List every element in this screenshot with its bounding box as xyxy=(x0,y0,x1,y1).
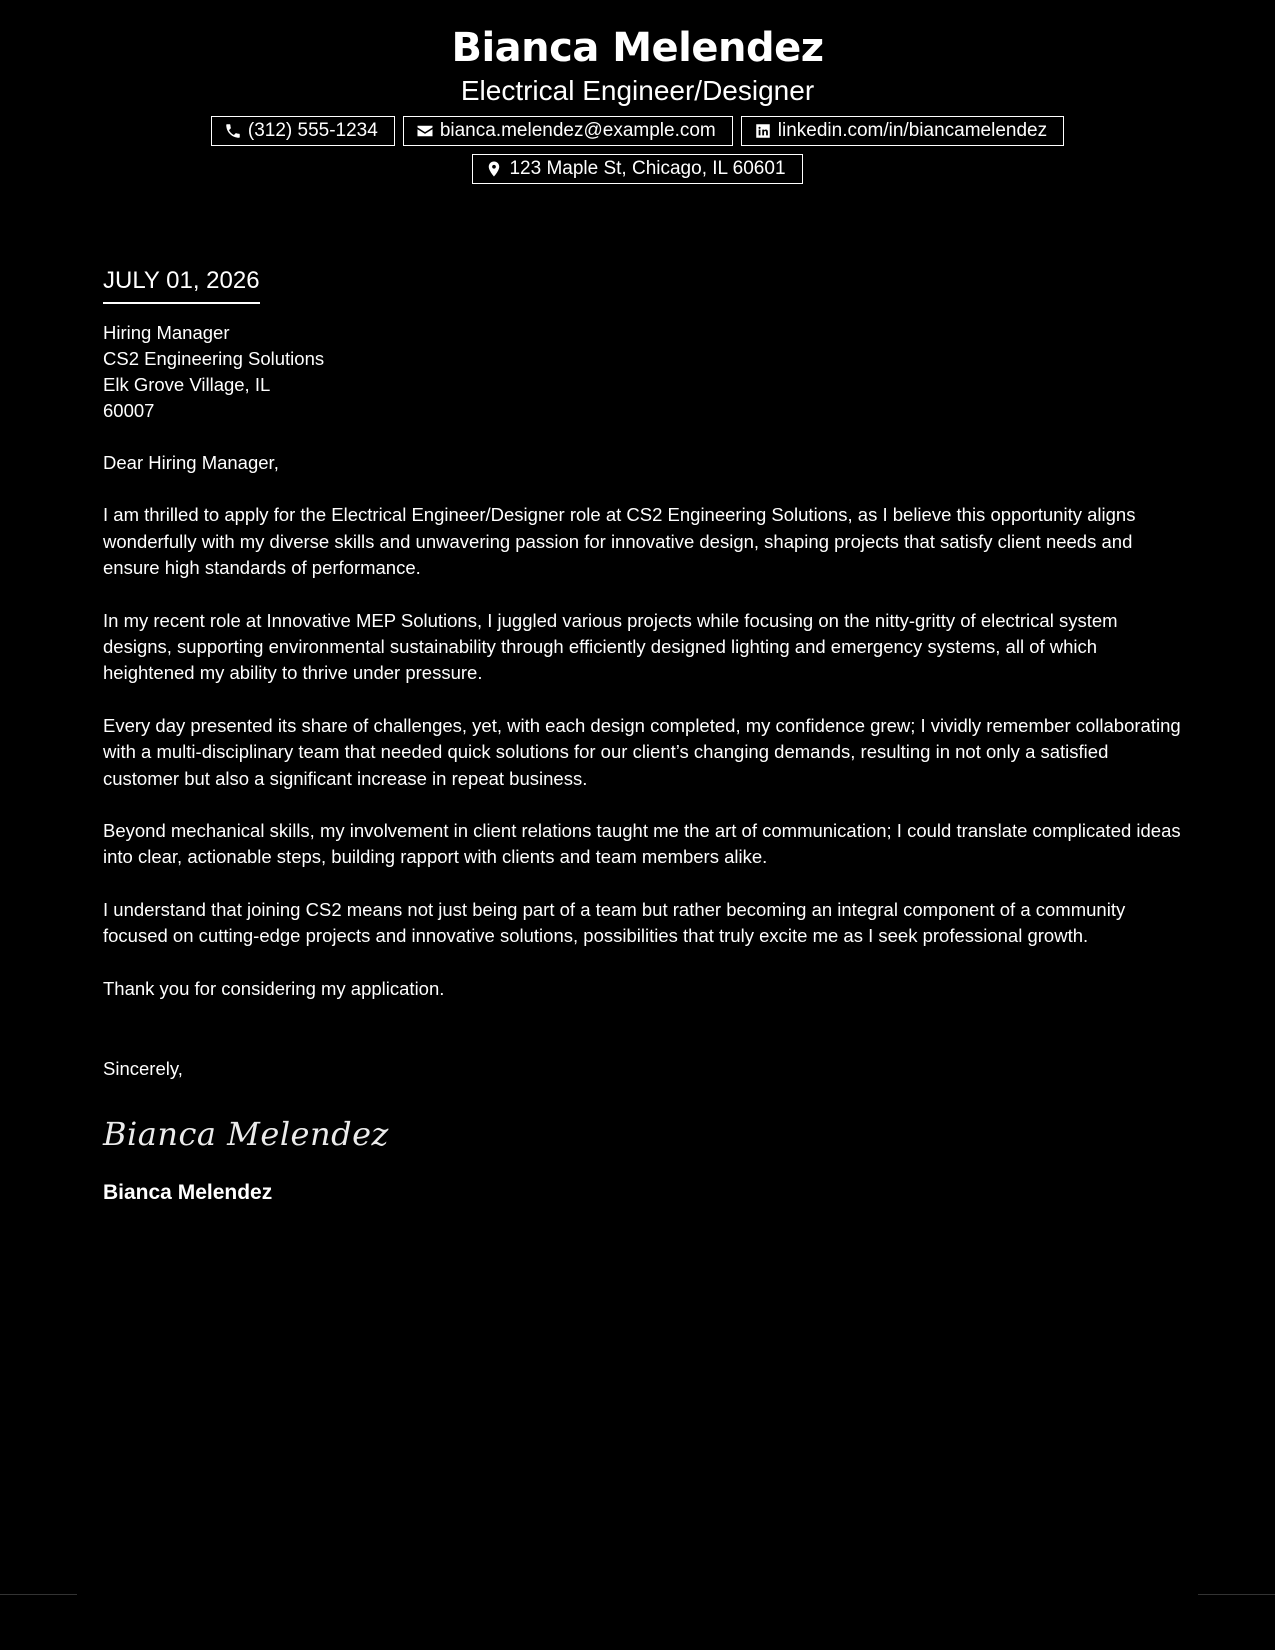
paragraph: I understand that joining CS2 means not just being part of a team but rather becoming an integral component of a community focused on cutting-edge projects and innovative solutions, possibilities that truly excite me as I seek professional growth. xyxy=(103,898,1126,947)
recipient-block xyxy=(103,320,1183,424)
closing: Sincerely, xyxy=(103,1058,183,1080)
contact-email[interactable] xyxy=(403,116,733,146)
contact-linkedin[interactable] xyxy=(741,116,1064,146)
paragraph: In my recent role at Innovative MEP Solutions, I juggled various projects while focusing on the nitty-gritty of electrical system designs, supporting environmental sustainability through efficiently designed lighting and emergency systems, all of which heightened my ability to thrive under pressure. xyxy=(103,609,1118,684)
address-text: 123 Maple St, Chicago, IL 60601 xyxy=(509,158,786,179)
handwritten-signature: Bianca Melendez xyxy=(103,1115,389,1154)
letter-date: JULY 01, 2026 xyxy=(103,264,260,304)
contact-address[interactable] xyxy=(472,154,802,184)
recipient-company: CS2 Engineering Solutions xyxy=(103,348,325,369)
paragraph: I am thrilled to apply for the Electrical Engineer/Designer role at CS2 Engineering Solutions, as I believe this opportunity aligns wonderfully with my diverse skills and unwavering passion for innovative design, shaping projects that satisfy client needs and ensure high standards of performance. xyxy=(103,504,1136,579)
map-pin-icon xyxy=(485,160,503,178)
envelope-icon xyxy=(416,122,434,140)
paragraph: Every day presented its share of challenges, yet, with each design completed, my confidence grew; I vividly remember collaborating with a multi-disciplinary team that needed quick solutions for our client’s changing demands, resulting in not only a satisfied customer but also a significant increase in repeat business. xyxy=(103,714,1181,789)
recipient-title: Hiring Manager xyxy=(103,322,230,343)
letter-content xyxy=(103,450,1183,1002)
phone-icon xyxy=(224,122,242,140)
contact-list xyxy=(198,116,1078,184)
signer-name: Bianca Melendez xyxy=(103,1181,273,1205)
recipient-city: Elk Grove Village, IL xyxy=(103,374,271,395)
email-text: bianca.melendez@example.com xyxy=(439,120,716,141)
linkedin-text: linkedin.com/in/biancamelendez xyxy=(777,120,1048,141)
footer-divider-left xyxy=(0,1594,77,1595)
salutation: Dear Hiring Manager, xyxy=(103,452,279,473)
paragraph: Beyond mechanical skills, my involvement in client relations taught me the art of communication; I could translate complicated ideas into clear, actionable steps, building rapport with clients and team members alike. xyxy=(103,820,1181,868)
footer-divider-right xyxy=(1198,1594,1275,1595)
letter-header xyxy=(0,22,1275,184)
applicant-role: Electrical Engineer/Designer xyxy=(460,75,815,106)
linkedin-icon xyxy=(754,122,772,140)
contact-phone[interactable] xyxy=(211,116,395,146)
paragraph: Thank you for considering my application. xyxy=(103,977,445,999)
letter-body xyxy=(103,264,1183,1208)
phone-text: (312) 555-1234 xyxy=(247,120,378,141)
applicant-name: Bianca Melendez xyxy=(451,25,824,71)
recipient-zip: 60007 xyxy=(103,400,155,421)
